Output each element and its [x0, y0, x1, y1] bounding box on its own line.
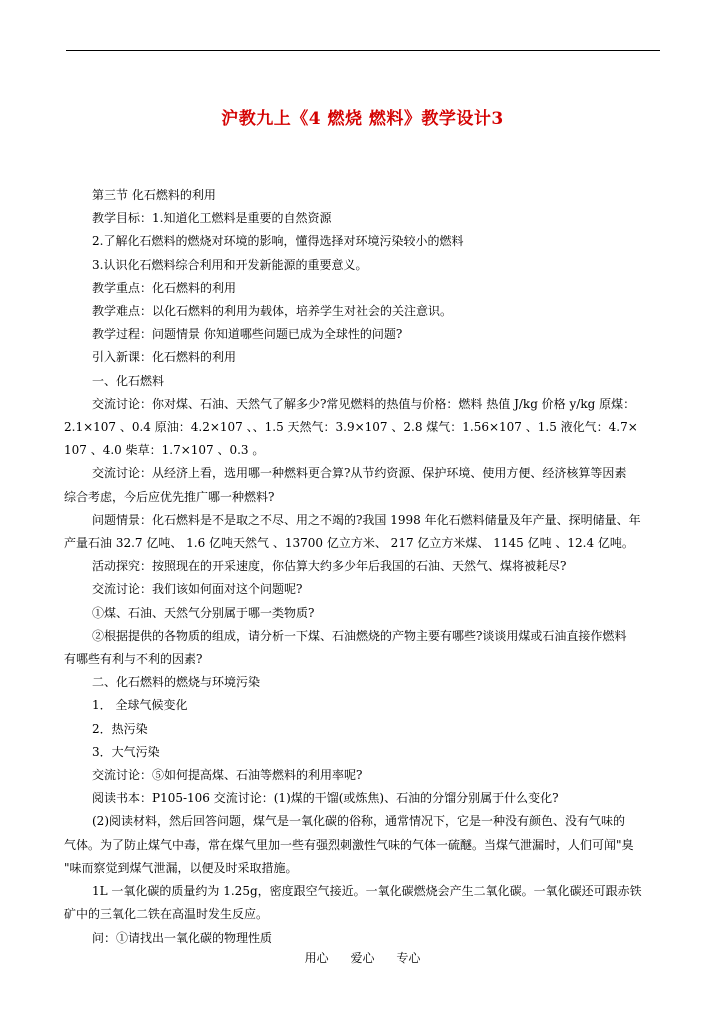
body-line: 产量石油 32.7 亿吨、 1.6 亿吨天然气 、13700 亿立方米、 217 亿立方米煤、 1145 亿吨 、12.4 亿吨。	[64, 536, 634, 551]
body-line: 交流讨论：从经济上看，选用哪一种燃料更合算?从节约资源、保护环境、使用方便、经济核算等因素	[92, 466, 627, 481]
body-line: 引入新课：化石燃料的利用	[92, 350, 237, 365]
body-line: 交流讨论：我们该如何面对这个问题呢?	[92, 582, 303, 597]
page-footer	[0, 949, 725, 966]
body-line: 教学过程：问题情景 你知道哪些问题已成为全球性的问题?	[92, 327, 403, 342]
body-line: 2.1×107 、0.4 原油：4.2×107 、、1.5 天然气：3.9×107 、2.8 煤气：1.56×107 、1.5 液化气：4.7×	[64, 420, 638, 435]
body-line: 交流讨论：⑤如何提高煤、石油等燃料的利用率呢?	[92, 768, 363, 783]
footer-text: 用心	[304, 951, 329, 965]
body-line: 2.了解化石燃料的燃烧对环境的影响，懂得选择对环境污染较小的燃料	[92, 234, 464, 249]
body-line: 3.认识化石燃料综合利用和开发新能源的重要意义。	[92, 257, 368, 272]
body-line: "味而察觉到煤气泄漏，以便及时采取措施。	[64, 860, 298, 875]
footer-text: 爱心	[350, 951, 375, 965]
body-line: 1L 一氧化碳的质量约为 1.25g，密度跟空气接近。一氧化碳燃烧会产生二氧化碳。一氧化碳还可跟赤铁	[92, 884, 642, 899]
document-body	[64, 184, 660, 950]
body-line: 问题情景：化石燃料是不是取之不尽、用之不竭的?我国 1998 年化石燃料储量及年产量、探明储量、年	[92, 512, 641, 527]
body-line: (2)阅读材料，然后回答问题，煤气是一氧化碳的俗称，通常情况下，它是一种没有颜色、没有气味的	[92, 814, 626, 829]
body-line: 教学目标：1.知道化工燃料是重要的自然资源	[92, 211, 332, 226]
body-line: 矿中的三氧化二铁在高温时发生反应。	[64, 907, 269, 922]
body-line: 教学难点：以化石燃料的利用为载体，培养学生对社会的关注意识。	[92, 304, 453, 319]
body-line: 2．热污染	[92, 721, 148, 736]
body-line: 第三节 化石燃料的利用	[92, 188, 216, 202]
body-line: 综合考虑，今后应优先推广哪一种燃料?	[64, 489, 275, 504]
body-line: ②根据提供的各物质的组成，请分析一下煤、石油燃烧的产物主要有哪些?谈谈用煤或石油直接作燃料	[92, 628, 627, 643]
body-line: 1． 全球气候变化	[92, 698, 188, 713]
body-line: 活动探究：按照现在的开采速度，你估算大约多少年后我国的石油、天然气、煤将被耗尽?	[92, 559, 567, 574]
body-line: 107 、4.0 柴草：1.7×107 、0.3 。	[64, 443, 265, 458]
body-line: 气体。为了防止煤气中毒，常在煤气里加一些有强烈刺激性气味的气体一硫醚。当煤气泄漏时，人们可闻"臭	[64, 837, 634, 852]
body-line: 有哪些有利与不利的因素?	[64, 652, 203, 667]
footer-text: 专心	[396, 951, 421, 965]
body-line: 3．大气污染	[92, 744, 160, 759]
body-line: 问：①请找出一氧化碳的物理性质	[92, 930, 273, 945]
body-line: 阅读书本：P105-106 交流讨论：(1)煤的干馏(或炼焦)、石油的分馏分别属于什么变化?	[92, 791, 559, 806]
body-line: 二、化石燃料的燃烧与环境污染	[92, 675, 261, 690]
body-line: 教学重点：化石燃料的利用	[92, 280, 237, 295]
document-title: 沪教九上《4 燃烧 燃料》教学设计3	[221, 109, 504, 129]
body-line: 一、化石燃料	[92, 373, 165, 388]
body-line: ①煤、石油、天然气分别属于哪一类物质?	[92, 605, 315, 620]
header-rule	[66, 50, 660, 51]
body-line: 交流讨论：你对煤、石油、天然气了解多少?常见燃料的热值与价格：燃料 热值 J/kg 价格 y/kg 原煤：	[92, 396, 636, 411]
